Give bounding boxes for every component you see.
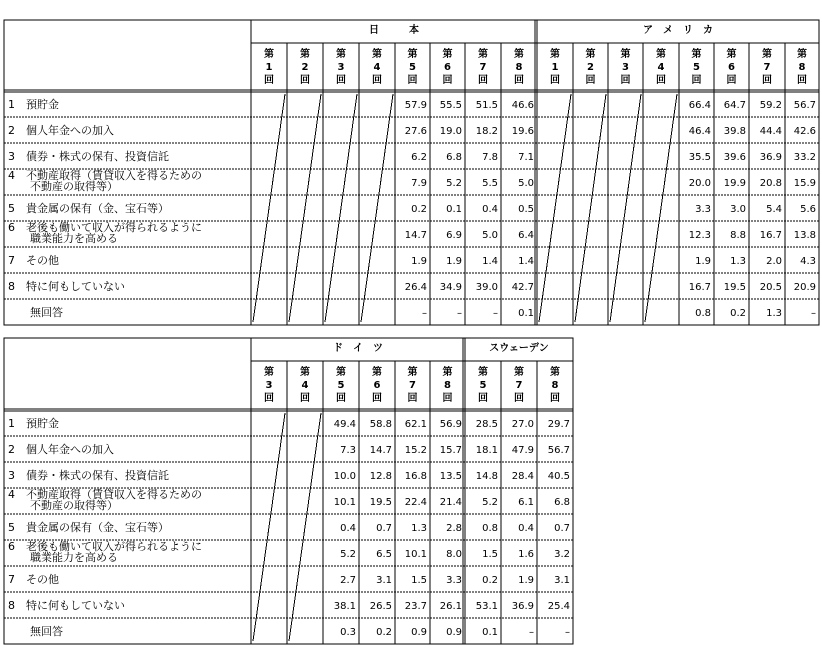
value-cell: 1.9 [411, 256, 427, 267]
value-cell: 0.8 [482, 523, 498, 534]
empty-cell-slash [610, 94, 641, 322]
row-label: 8 特に何もしていない [8, 280, 125, 293]
value-cell: 28.4 [511, 471, 534, 482]
round-header [478, 365, 488, 404]
value-cell: 5.2 [446, 178, 462, 189]
empty-cell-slash [325, 94, 357, 322]
round-header [336, 365, 346, 404]
round-header-char: 5 [479, 380, 487, 391]
country-header-japan: 日 本 [369, 25, 419, 36]
row-label: 職業能力を高める [8, 551, 118, 564]
value-cell: 6.2 [411, 152, 427, 163]
value-cell: 3.3 [695, 204, 711, 215]
country-header-usa: ア メ リ カ [643, 25, 713, 36]
value-cell: 23.7 [404, 601, 427, 612]
empty-cell-slash [539, 94, 571, 322]
value-cell: 46.4 [688, 126, 711, 137]
round-header-char: 4 [301, 380, 309, 391]
round-header-char: 回 [300, 75, 310, 86]
value-cell: 12.8 [369, 471, 392, 482]
round-header-char: 回 [478, 75, 488, 86]
value-cell: 1.3 [766, 308, 782, 319]
value-cell: 44.4 [759, 126, 782, 137]
value-cell: – [422, 308, 427, 319]
value-cell: 19.0 [439, 126, 462, 137]
value-cell: 0.1 [446, 204, 462, 215]
round-header [586, 47, 596, 86]
round-header [514, 47, 524, 86]
value-cell: 15.2 [404, 445, 427, 456]
round-header-char: 回 [550, 75, 560, 86]
round-header-char: 第 [691, 49, 702, 60]
row-label: 2 個人年金への加入 [8, 443, 114, 456]
value-cell: 0.3 [340, 627, 356, 638]
round-header-char: 4 [373, 62, 381, 73]
country-header-germany: ド イ ツ [333, 343, 383, 354]
value-cell: 19.5 [369, 497, 392, 508]
row-label: 7 その他 [8, 573, 59, 586]
value-cell: 35.5 [688, 152, 711, 163]
round-header [372, 365, 382, 404]
row-label: 職業能力を高める [8, 232, 118, 245]
round-header-char: 3 [622, 62, 629, 73]
value-cell: 18.2 [475, 126, 498, 137]
value-cell: 6.8 [446, 152, 462, 163]
round-header-char: 回 [336, 393, 346, 404]
round-header-char: 第 [478, 49, 488, 60]
round-header-char: 2 [587, 62, 594, 73]
round-header-char: 3 [337, 62, 345, 73]
round-header-char: 3 [265, 380, 273, 391]
value-cell: 27.6 [404, 126, 427, 137]
row-label: 2 個人年金への加入 [8, 124, 114, 137]
value-cell: 5.6 [800, 204, 816, 215]
value-cell: 57.9 [404, 100, 427, 111]
value-cell: 1.5 [482, 549, 498, 560]
round-header-char: 第 [336, 49, 346, 60]
round-header-char: 回 [726, 75, 737, 86]
round-header-char: 第 [264, 367, 274, 378]
value-cell: – [493, 308, 498, 319]
value-cell: 7.9 [411, 178, 427, 189]
round-header-char: 第 [550, 49, 560, 60]
value-cell: 40.5 [547, 471, 570, 482]
round-header [443, 47, 453, 86]
round-header [264, 365, 274, 404]
round-header-char: 第 [620, 49, 631, 60]
round-header-char: 7 [515, 380, 523, 391]
round-header-char: 第 [300, 49, 310, 60]
empty-cell-slash [253, 413, 285, 641]
value-cell: 29.7 [547, 419, 570, 430]
value-cell: 0.4 [482, 204, 498, 215]
round-header-char: 第 [550, 367, 560, 378]
empty-cell-slash [361, 94, 393, 322]
value-cell: 5.0 [518, 178, 534, 189]
round-header [797, 47, 807, 86]
round-header-char: 回 [442, 393, 453, 404]
value-cell: 2.8 [446, 523, 462, 534]
row-label: 1 預貯金 [8, 98, 59, 111]
value-cell: 58.8 [369, 419, 392, 430]
round-header-char: 8 [444, 380, 451, 391]
row-label: 3 債券・株式の保有、投資信託 [8, 150, 169, 163]
round-header-char: 第 [442, 367, 453, 378]
round-header-char: 1 [265, 62, 273, 73]
value-cell: 6.1 [518, 497, 534, 508]
round-header [336, 47, 346, 86]
round-header-char: 回 [264, 393, 274, 404]
value-cell: 15.7 [439, 445, 462, 456]
row-label: 5 貴金属の保有（金、宝石等） [8, 202, 169, 215]
round-header-char: 回 [762, 75, 772, 86]
round-header-char: 第 [726, 49, 737, 60]
row-label: 5 貴金属の保有（金、宝石等） [8, 521, 169, 534]
round-header-char: 5 [693, 62, 700, 73]
value-cell: 20.0 [688, 178, 711, 189]
round-header-char: 第 [336, 367, 346, 378]
value-cell: 6.4 [518, 230, 534, 241]
value-cell: 53.1 [475, 601, 498, 612]
value-cell: 0.9 [446, 627, 462, 638]
round-header-char: 2 [301, 62, 309, 73]
round-header-char: 回 [620, 75, 631, 86]
value-cell: 13.8 [793, 230, 816, 241]
row-label: 不動産の取得等） [8, 499, 118, 512]
empty-cell-slash [645, 94, 677, 322]
value-cell: 59.2 [759, 100, 782, 111]
round-header [408, 47, 418, 86]
row-label: 1 預貯金 [8, 417, 59, 430]
value-cell: 3.1 [376, 575, 392, 586]
value-cell: 14.7 [404, 230, 427, 241]
round-header-char: 第 [514, 49, 524, 60]
value-cell: 3.1 [554, 575, 570, 586]
value-cell: 28.5 [475, 419, 498, 430]
round-header-char: 第 [442, 49, 453, 60]
value-cell: 5.5 [482, 178, 498, 189]
value-cell: 38.1 [333, 601, 356, 612]
value-cell: 0.1 [482, 627, 498, 638]
value-cell: 0.4 [340, 523, 356, 534]
value-cell: 0.8 [695, 308, 711, 319]
round-header-char: 6 [444, 62, 451, 73]
value-cell: 26.1 [439, 601, 462, 612]
value-cell: 2.0 [766, 256, 782, 267]
value-cell: 33.2 [793, 152, 816, 163]
value-cell: 0.9 [411, 627, 427, 638]
row-label: 6 老後も働いて収入が得られるように [8, 540, 202, 553]
value-cell: 4.3 [800, 256, 816, 267]
value-cell: 39.6 [723, 152, 746, 163]
round-header-char: 第 [407, 49, 418, 60]
round-header-char: 7 [763, 62, 771, 73]
value-cell: 46.6 [511, 100, 534, 111]
value-cell: 1.9 [695, 256, 711, 267]
value-cell: 0.2 [411, 204, 427, 215]
row-label: 6 老後も働いて収入が得られるように [8, 221, 202, 234]
round-header-char: 1 [551, 62, 559, 73]
value-cell: 1.5 [411, 575, 427, 586]
value-cell: 55.5 [439, 100, 462, 111]
value-cell: 2.7 [340, 575, 356, 586]
round-header [408, 365, 418, 404]
value-cell: 27.0 [511, 419, 534, 430]
value-cell: 5.4 [766, 204, 782, 215]
round-header-char: 回 [691, 75, 702, 86]
value-cell: 14.8 [475, 471, 498, 482]
value-cell: 36.9 [759, 152, 782, 163]
bottom-table-germany-sweden [4, 338, 573, 644]
value-cell: 1.3 [730, 256, 746, 267]
round-header [656, 47, 666, 86]
empty-cell-slash [289, 413, 321, 641]
value-cell: 6.8 [554, 497, 570, 508]
value-cell: 6.5 [376, 549, 392, 560]
value-cell: 13.5 [439, 471, 462, 482]
round-header-char: 回 [656, 75, 666, 86]
round-header-char: 5 [409, 62, 416, 73]
round-header [372, 47, 382, 86]
value-cell: 19.6 [511, 126, 534, 137]
round-header-char: 第 [478, 367, 488, 378]
value-cell: 56.9 [439, 419, 462, 430]
round-header-char: 回 [550, 393, 560, 404]
row-label: 3 債券・株式の保有、投資信託 [8, 469, 169, 482]
value-cell: 0.2 [482, 575, 498, 586]
value-cell: 14.7 [369, 445, 392, 456]
value-cell: 20.8 [759, 178, 782, 189]
value-cell: 0.2 [730, 308, 746, 319]
value-cell: 0.4 [518, 523, 534, 534]
country-header-sweden: スウェーデン [489, 343, 549, 354]
round-header-char: 回 [797, 75, 807, 86]
row-label: 無回答 [8, 306, 63, 319]
value-cell: 10.0 [333, 471, 356, 482]
round-header-char: 8 [551, 380, 559, 391]
round-header-char: 第 [300, 367, 310, 378]
round-header-char: 回 [264, 75, 274, 86]
value-cell: 3.0 [730, 204, 746, 215]
empty-cell-slash [253, 94, 285, 322]
round-header-char: 第 [372, 367, 382, 378]
value-cell: 1.3 [411, 523, 427, 534]
value-cell: 39.8 [723, 126, 746, 137]
value-cell: 19.5 [723, 282, 746, 293]
round-header-char: 第 [797, 49, 807, 60]
round-header-char: 回 [585, 75, 596, 86]
round-header-char: 第 [585, 49, 596, 60]
value-cell: – [457, 308, 462, 319]
round-header [443, 365, 453, 404]
round-header-char: 回 [514, 75, 524, 86]
round-header-char: 回 [300, 393, 310, 404]
round-header-char: 7 [479, 62, 487, 73]
value-cell: 64.7 [723, 100, 746, 111]
value-cell: 0.1 [518, 308, 534, 319]
value-cell: 22.4 [404, 497, 427, 508]
row-label: 8 特に何もしていない [8, 599, 125, 612]
round-header [478, 47, 488, 86]
round-header-char: 第 [372, 49, 382, 60]
value-cell: 47.9 [511, 445, 534, 456]
round-header-char: 7 [409, 380, 416, 391]
round-header-char: 第 [514, 367, 524, 378]
round-header [727, 47, 737, 86]
value-cell: 51.5 [475, 100, 498, 111]
round-header-char: 第 [656, 49, 666, 60]
row-label: 7 その他 [8, 254, 59, 267]
value-cell: 19.9 [723, 178, 746, 189]
value-cell: 15.9 [793, 178, 816, 189]
value-cell: 1.9 [518, 575, 534, 586]
value-cell: 42.6 [793, 126, 816, 137]
round-header [300, 47, 310, 86]
round-header [550, 365, 560, 404]
round-header-char: 第 [264, 49, 274, 60]
value-cell: 42.7 [511, 282, 534, 293]
value-cell: 10.1 [404, 549, 427, 560]
round-header [264, 47, 274, 86]
value-cell: 1.9 [446, 256, 462, 267]
row-label: 4 不動産取得（賃貸収入を得るための [8, 488, 202, 501]
value-cell: 66.4 [688, 100, 711, 111]
round-header-char: 4 [657, 62, 665, 73]
value-cell: 12.3 [688, 230, 711, 241]
round-header-char: 8 [515, 62, 523, 73]
value-cell: 8.8 [730, 230, 746, 241]
round-header-char: 8 [798, 62, 806, 73]
value-cell: 0.7 [376, 523, 392, 534]
value-cell: 20.5 [759, 282, 782, 293]
round-header [621, 47, 631, 86]
value-cell: 7.3 [340, 445, 356, 456]
value-cell: 26.5 [369, 601, 392, 612]
row-label: 4 不動産取得（賃貸収入を得るための [8, 169, 202, 182]
value-cell: 7.1 [518, 152, 534, 163]
round-header [300, 365, 310, 404]
value-cell: 18.1 [475, 445, 498, 456]
value-cell: 1.6 [518, 549, 534, 560]
round-header-char: 6 [373, 380, 381, 391]
value-cell: 5.2 [482, 497, 498, 508]
round-header-char: 6 [728, 62, 735, 73]
round-header [762, 47, 772, 86]
round-header [514, 365, 524, 404]
round-header-char: 回 [442, 75, 453, 86]
value-cell: 0.7 [554, 523, 570, 534]
value-cell: 62.1 [404, 419, 427, 430]
value-cell: 39.0 [475, 282, 498, 293]
value-cell: 16.8 [404, 471, 427, 482]
value-cell: 49.4 [333, 419, 356, 430]
value-cell: 3.2 [554, 549, 570, 560]
value-cell: 25.4 [547, 601, 570, 612]
round-header-char: 第 [407, 367, 418, 378]
top-table-japan-usa [4, 20, 819, 325]
value-cell: 34.9 [439, 282, 462, 293]
round-header-char: 回 [372, 75, 382, 86]
value-cell: 5.0 [482, 230, 498, 241]
value-cell: 16.7 [688, 282, 711, 293]
value-cell: – [529, 627, 534, 638]
round-header-char: 第 [762, 49, 772, 60]
value-cell: 5.2 [340, 549, 356, 560]
round-header-char: 5 [337, 380, 345, 391]
value-cell: 56.7 [547, 445, 570, 456]
value-cell: 7.8 [482, 152, 498, 163]
value-cell: – [565, 627, 570, 638]
value-cell: 36.9 [511, 601, 534, 612]
value-cell: – [811, 308, 816, 319]
row-label: 無回答 [8, 625, 63, 638]
value-cell: 20.9 [793, 282, 816, 293]
row-label: 不動産の取得等） [8, 180, 118, 193]
value-cell: 1.4 [482, 256, 498, 267]
empty-cell-slash [289, 94, 321, 322]
value-cell: 0.2 [376, 627, 392, 638]
value-cell: 0.5 [518, 204, 534, 215]
value-cell: 6.9 [446, 230, 462, 241]
value-cell: 10.1 [333, 497, 356, 508]
round-header [550, 47, 560, 86]
value-cell: 16.7 [759, 230, 782, 241]
value-cell: 21.4 [439, 497, 462, 508]
empty-cell-slash [575, 94, 606, 322]
round-header [692, 47, 702, 86]
round-header-char: 回 [336, 75, 346, 86]
value-cell: 56.7 [793, 100, 816, 111]
value-cell: 8.0 [446, 549, 462, 560]
round-header-char: 回 [407, 75, 418, 86]
round-header-char: 回 [478, 393, 488, 404]
round-header-char: 回 [514, 393, 524, 404]
value-cell: 1.4 [518, 256, 534, 267]
value-cell: 3.3 [446, 575, 462, 586]
round-header-char: 回 [407, 393, 418, 404]
round-header-char: 回 [372, 393, 382, 404]
value-cell: 26.4 [404, 282, 427, 293]
